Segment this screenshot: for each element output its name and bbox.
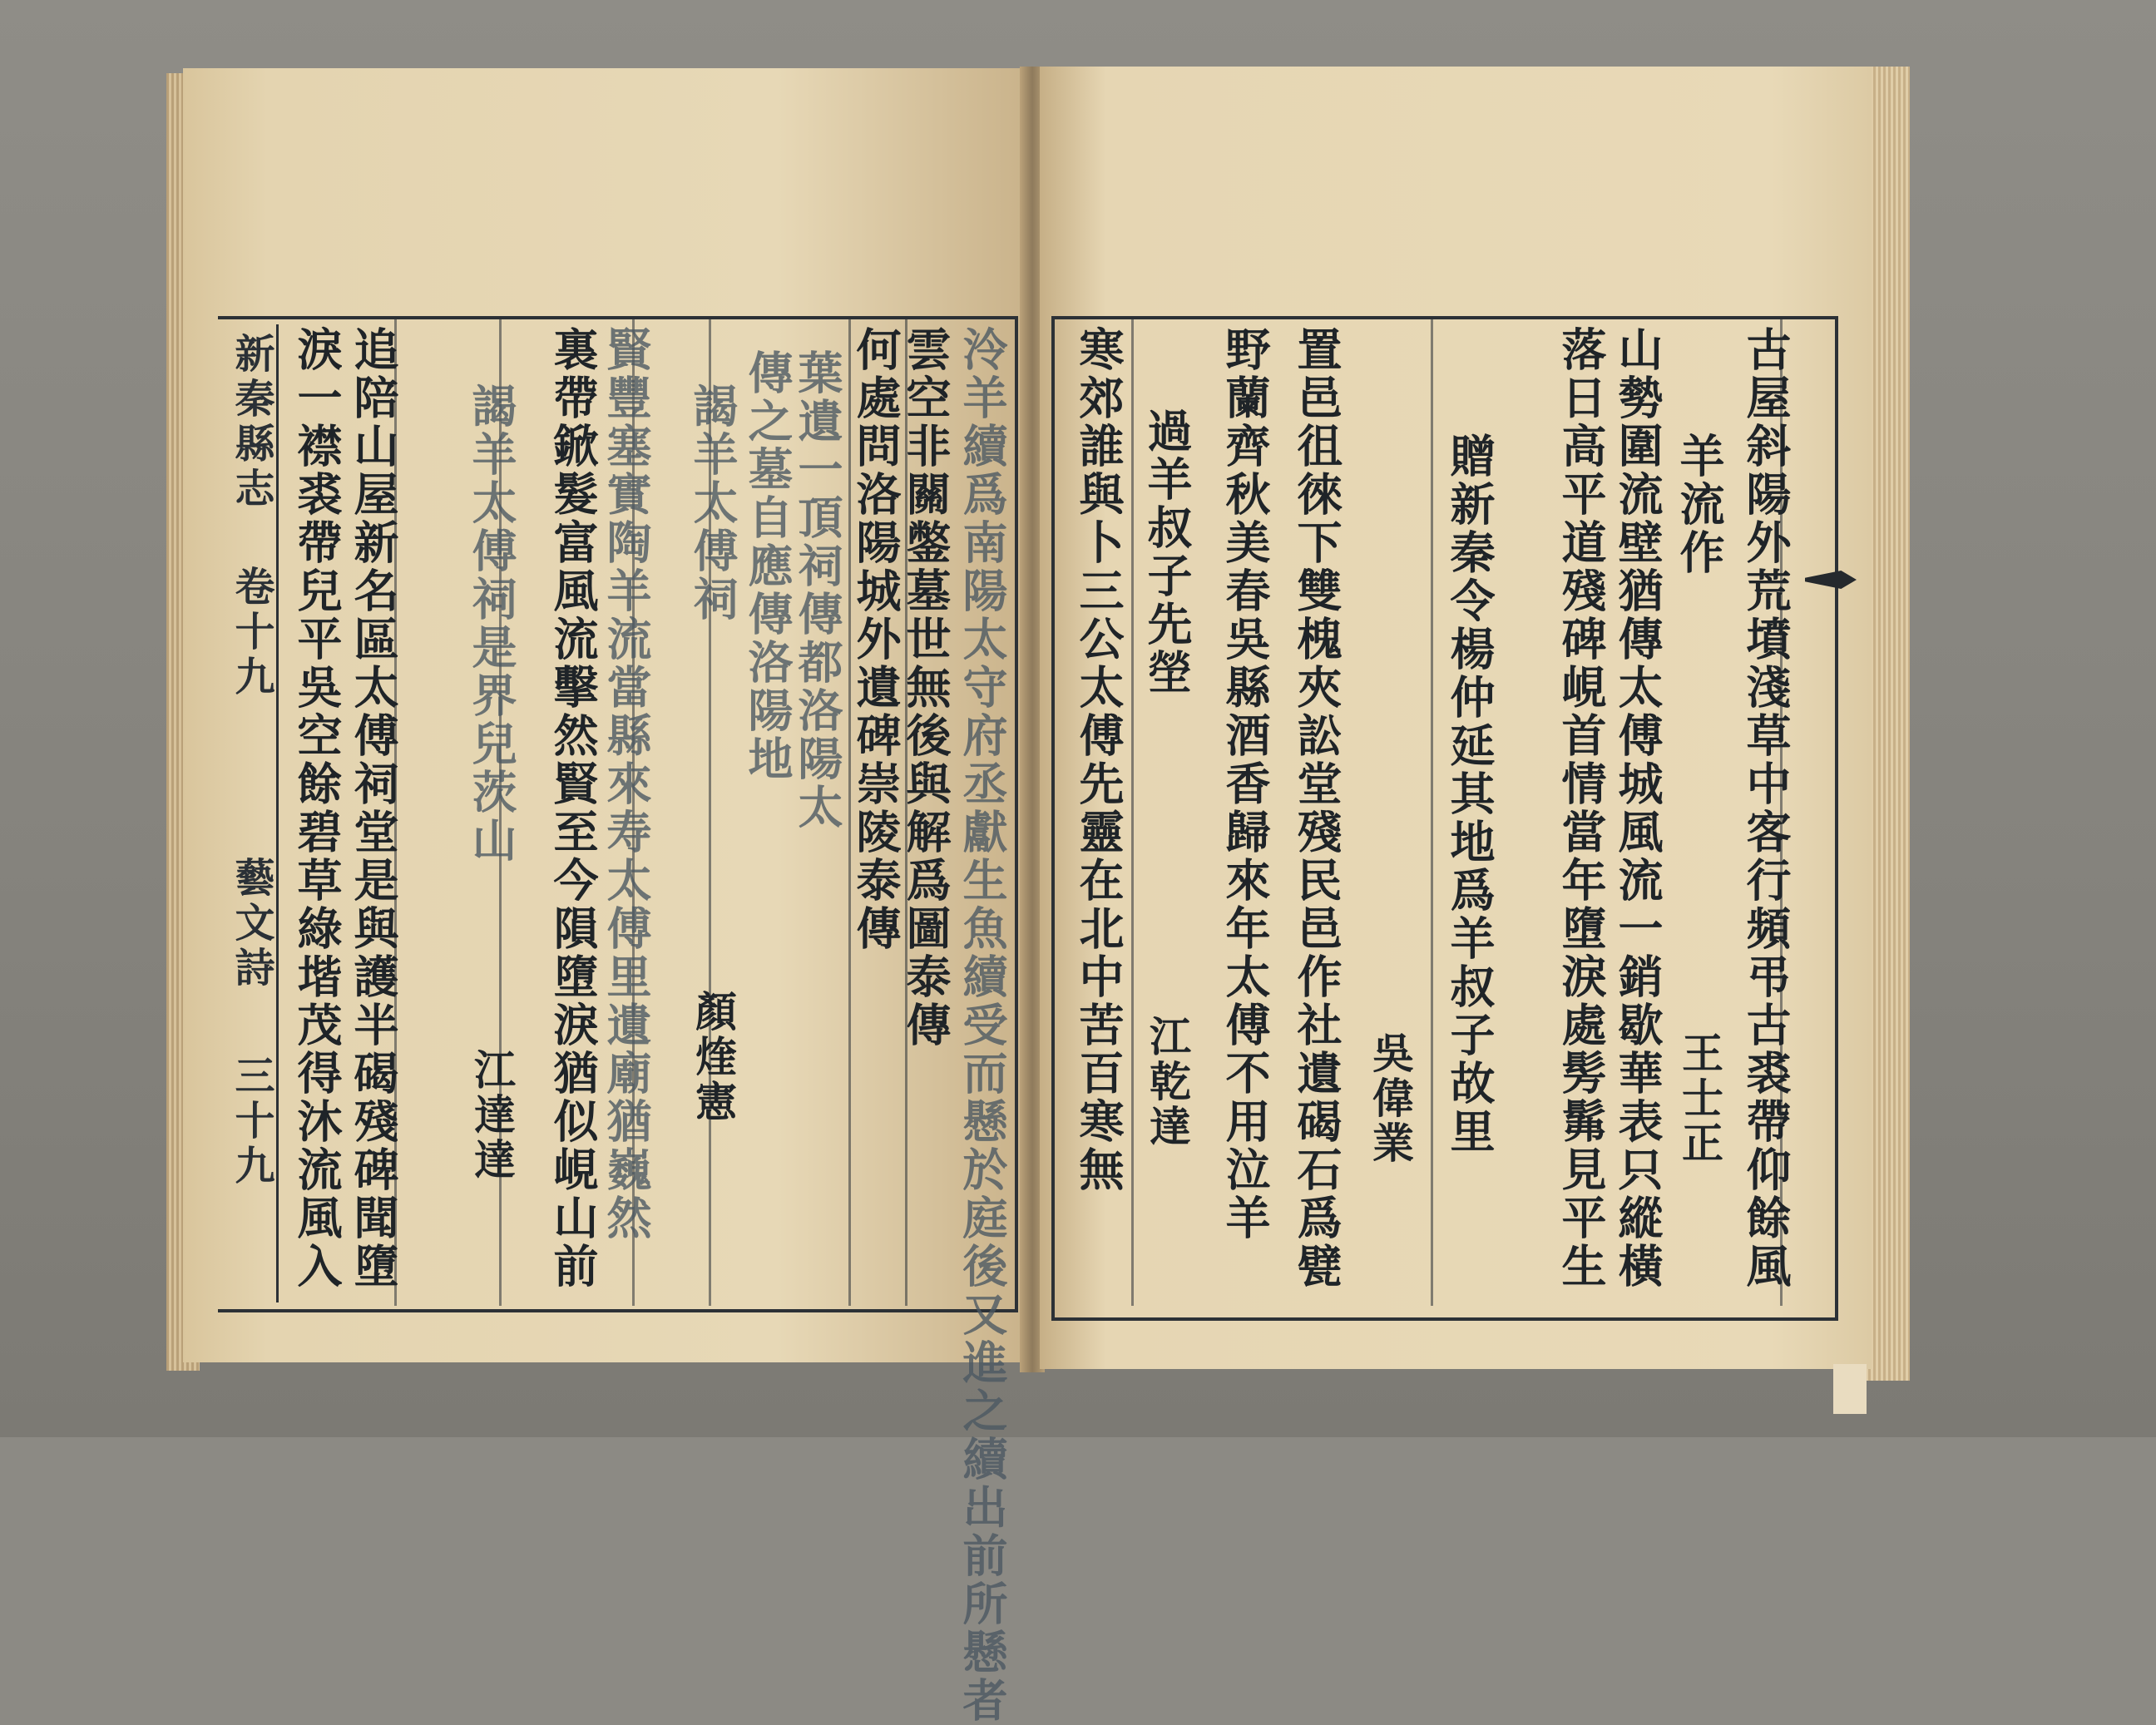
folio-title: 新秦縣志 — [228, 333, 274, 512]
text-column: 傳之墓自應傳洛陽地 — [741, 349, 794, 783]
text-column: 山勢圍流壁猶傳太傅城風流一銷歇華表只縱橫 — [1611, 326, 1664, 1291]
author-name: 顏煃憲 — [689, 990, 738, 1124]
text-column: 泠羊續爲南陽太守府丞獻生魚續受而懸於庭後又進之續出前所懸者 — [956, 326, 1009, 1725]
text-column: 落日高平道殘碑峴首情當年墮淚處髣髴見平生 — [1555, 326, 1608, 1291]
text-column: 古屋斜陽外荒墳淺草中客行頻弔古裘帶仰餘風 — [1739, 326, 1793, 1291]
page-tab — [1833, 1364, 1867, 1414]
author-name: 江達達 — [467, 1048, 517, 1183]
text-column: 賢豐塞實陶羊流當縣來寿太傅里遺廟猶巍然 — [600, 326, 653, 1243]
text-column: 雲空非關鐅墓世無後與解爲圖泰傳 — [899, 326, 952, 1050]
folio-volume: 卷十九 — [228, 566, 274, 700]
column-rule — [1131, 319, 1134, 1306]
text-column: 寒郊誰與卜三公太傅先靈在北中苦百寒無 — [1072, 326, 1125, 1194]
author-name: 王士正 — [1675, 1031, 1724, 1166]
column-rule — [1431, 319, 1433, 1306]
poem-title: 謁羊太傅祠 — [686, 383, 739, 624]
poem-title: 羊流作 — [1673, 432, 1726, 577]
text-column: 淚一襟裘帶兒平吳空餘碧草綠堦茂得沐流風入 — [290, 326, 344, 1291]
text-column: 置邑徂徠下雙槐夾訟堂殘民邑作社遺碣石爲甓 — [1290, 326, 1343, 1291]
folio-section: 藝文詩 — [228, 857, 274, 991]
text-column: 裏帶鍁髮富風流擊然賢至今隕墮淚猶似峴山前 — [546, 326, 600, 1291]
poem-title: 贈新秦令楊仲延其地爲羊叔子故里 — [1443, 432, 1496, 1156]
poem-title: 過羊叔子先塋 — [1140, 408, 1194, 697]
poem-title: 謁羊太傅祠是界兒茨山 — [465, 383, 518, 865]
folio-page-number: 三十九 — [228, 1055, 274, 1189]
author-name: 江乾達 — [1143, 1015, 1192, 1149]
author-name: 吳偉業 — [1366, 1031, 1415, 1166]
text-column: 葉遺一頂祠傳都洛陽太 — [791, 349, 844, 832]
text-column: 追陪山屋新名區太傅祠堂是與護半碣殘碑聞墮 — [347, 326, 400, 1291]
text-column: 何處問洛陽城外遺碑崇陵泰傳 — [849, 326, 902, 953]
text-column: 野蘭齊秋美春吳縣酒香歸來年太傅不用泣羊 — [1219, 326, 1272, 1243]
